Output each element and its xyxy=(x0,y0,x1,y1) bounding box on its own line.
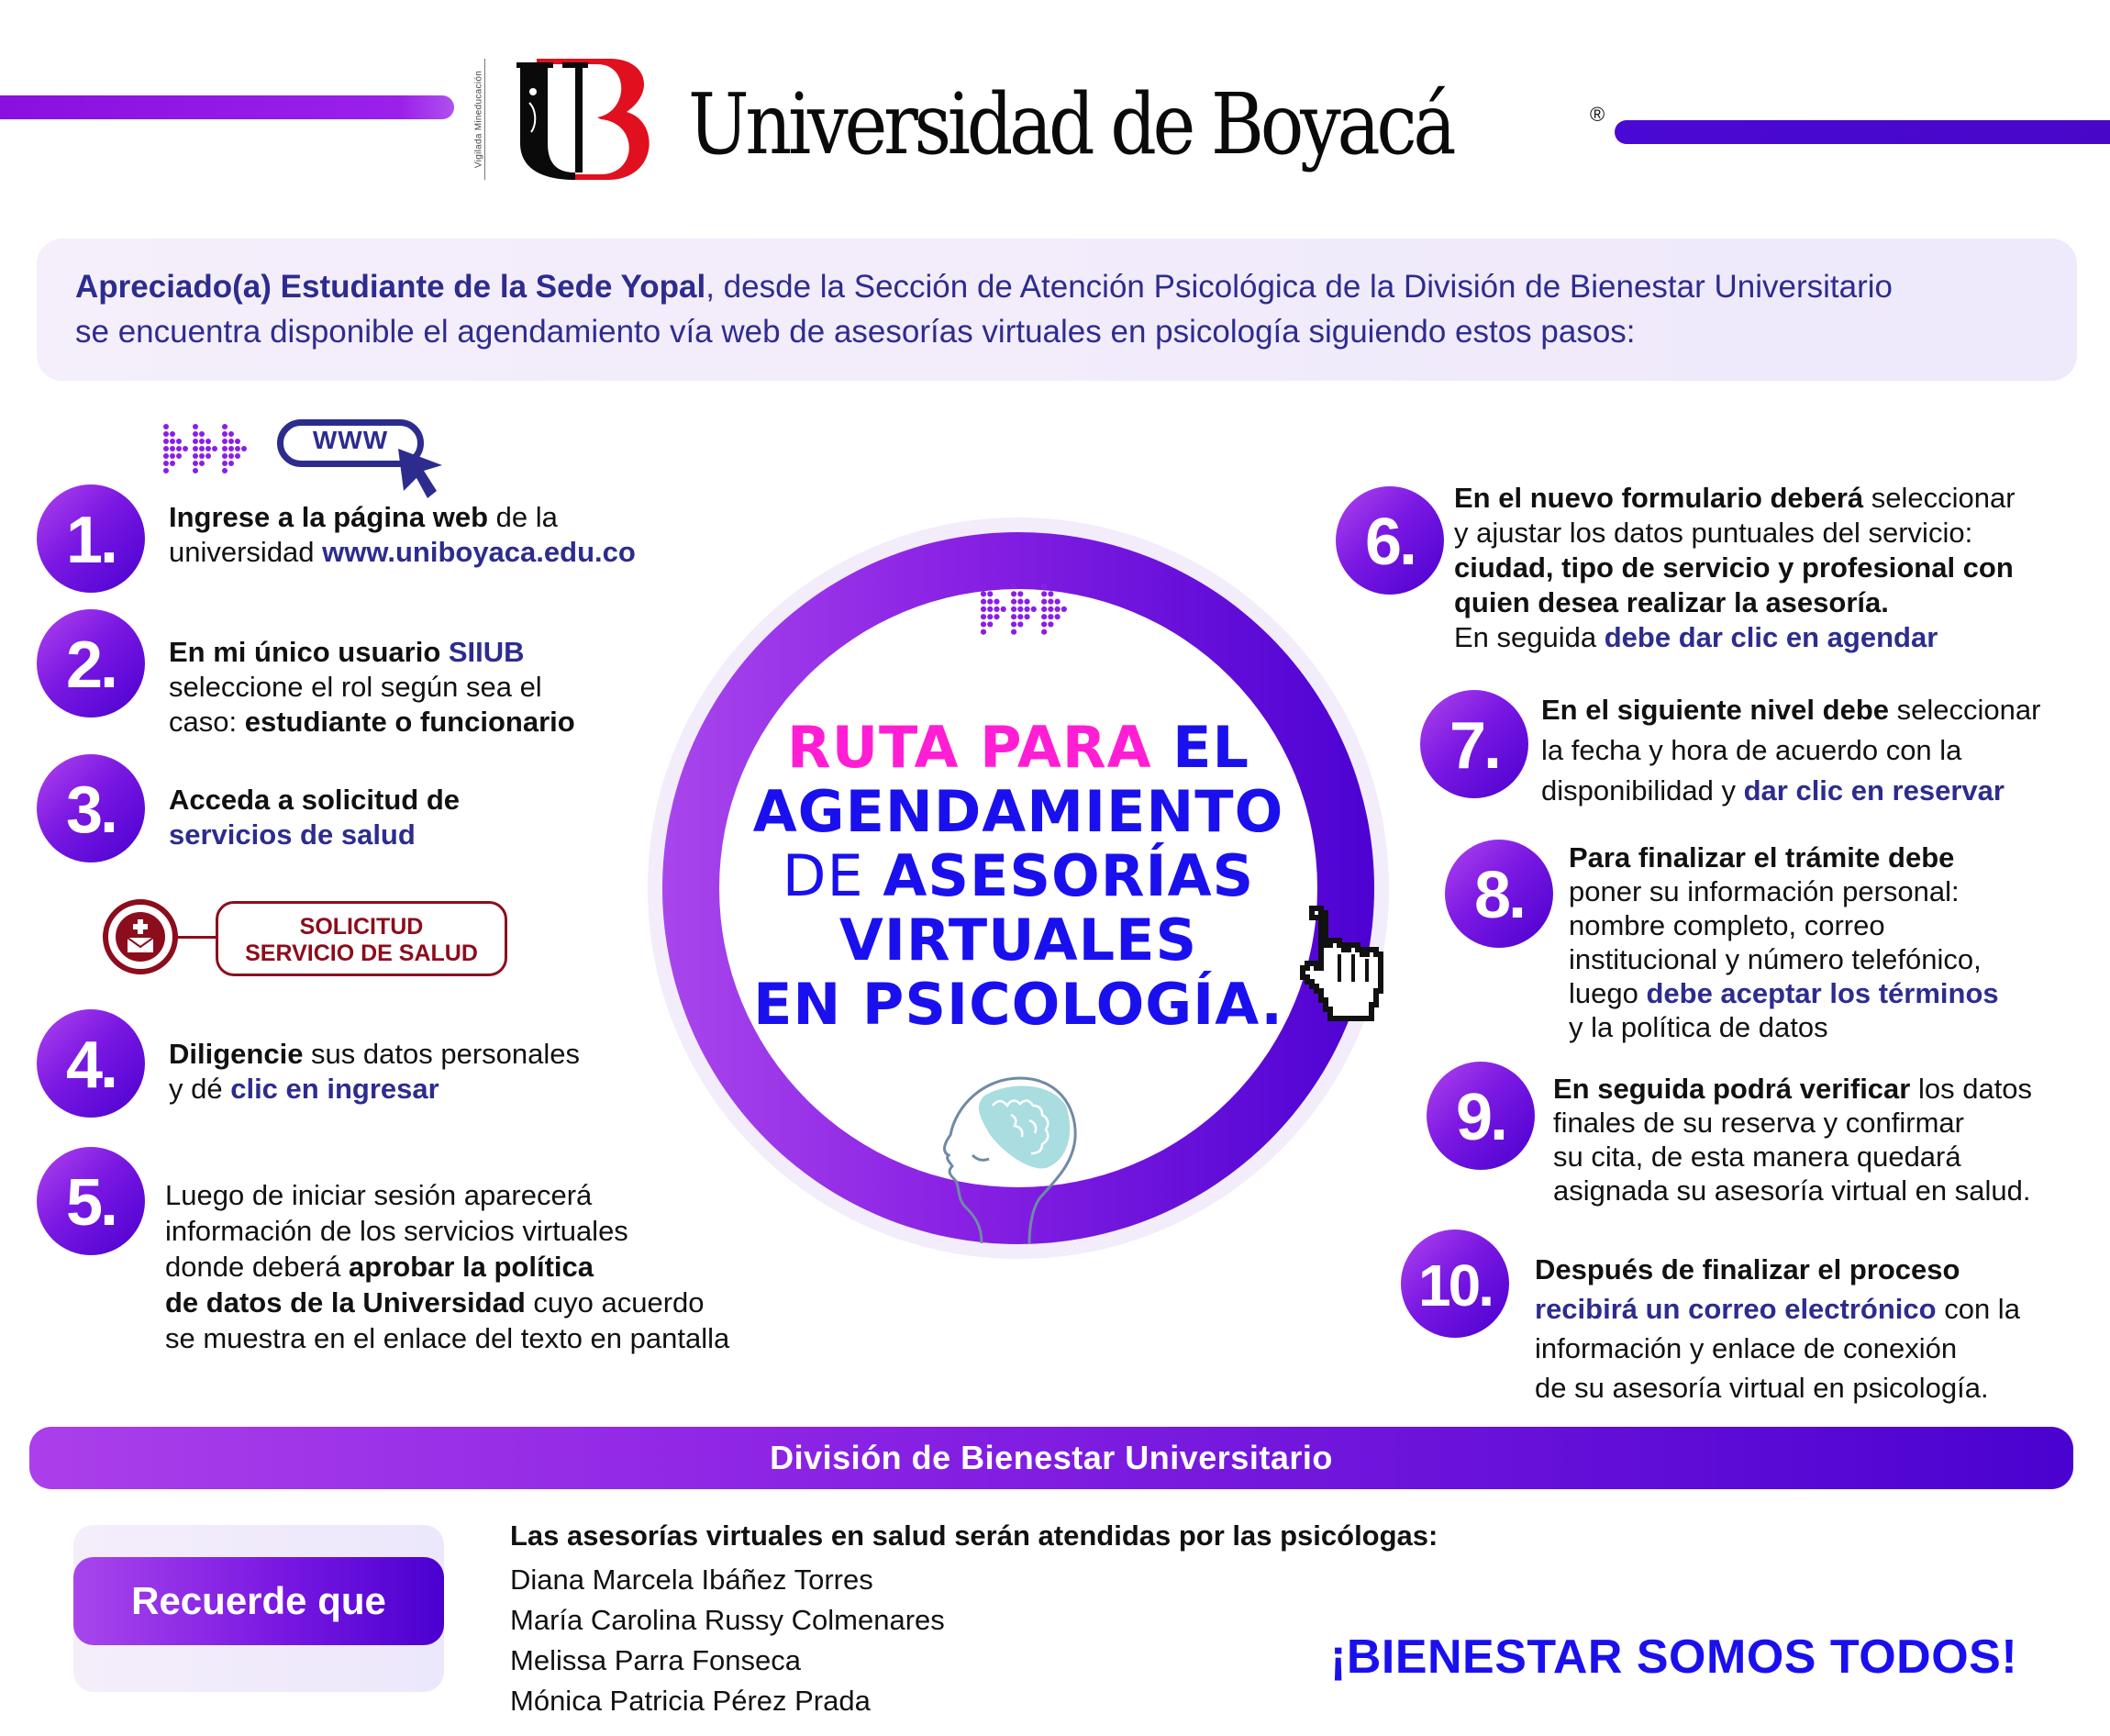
list-item: Melissa Parra Fonseca xyxy=(510,1644,802,1676)
step-text-segment: cuyo acuerdo xyxy=(525,1286,705,1319)
step-number-9: 9. xyxy=(1427,1062,1535,1170)
head-brain-icon xyxy=(938,1060,1084,1243)
registered-mark: ® xyxy=(1590,103,1605,126)
bold-text: Ingrese a la página web xyxy=(169,501,489,533)
step-text-segment: sus datos personales xyxy=(303,1038,581,1070)
step-7-text xyxy=(1541,690,2040,811)
bold-text: Acceda a solicitud de xyxy=(169,784,460,816)
step-text-segment: finales de su reserva y confirmar xyxy=(1553,1107,1964,1139)
bold-text: En seguida podrá verificar xyxy=(1553,1073,1911,1105)
highlight-text: debe dar clic en agendar xyxy=(1604,621,1938,653)
step-3-text xyxy=(169,783,460,852)
intro-box xyxy=(37,239,2077,381)
step-text-segment: de la xyxy=(488,501,558,533)
highlight-text: recibirá un correo electrónico xyxy=(1535,1293,1937,1325)
title-line-4: VIRTUALES xyxy=(838,907,1198,974)
step-text-segment: seleccionar xyxy=(1889,694,2041,726)
dotted-arrows-icon xyxy=(980,584,1072,640)
step-text-segment: seleccione el rol según sea el xyxy=(169,671,542,703)
intro-lead: Apreciado(a) Estudiante de la Sede Yopal xyxy=(75,269,706,305)
solicitud-label-1: SOLICITUD xyxy=(299,914,424,940)
slogan: ¡BIENESTAR SOMOS TODOS! xyxy=(1330,1630,2018,1684)
step-text-segment: En seguida xyxy=(1454,621,1605,653)
bold-text: aprobar la política xyxy=(348,1251,594,1283)
step-number-5: 5. xyxy=(37,1147,145,1255)
list-item: Diana Marcela Ibáñez Torres xyxy=(510,1564,873,1596)
highlight-text: www.uniboyaca.edu.co xyxy=(322,536,636,568)
bold-text: ciudad, tipo de servicio y profesional con xyxy=(1454,551,2014,584)
step-number-8: 8. xyxy=(1445,840,1553,948)
highlight-text: servicios de salud xyxy=(169,818,416,851)
step-text-segment: asignada su asesoría virtual en salud. xyxy=(1553,1174,2031,1207)
highlight-text: clic en ingresar xyxy=(230,1073,439,1105)
step-text-segment: caso: xyxy=(169,706,245,738)
mouse-pointer-icon xyxy=(396,447,451,504)
intro-text: , desde la Sección de Atención Psicológica de la División de Bienestar Universitario xyxy=(705,269,1893,305)
step-text-segment: institucional y número telefónico, xyxy=(1569,943,1982,975)
bold-text: En el nuevo formulario deberá xyxy=(1454,482,1864,514)
step-text-segment: y ajustar los datos puntuales del servicio: xyxy=(1454,517,1973,549)
step-text-segment: disponibilidad y xyxy=(1541,774,1744,807)
step-text-segment: con la xyxy=(1936,1293,2020,1325)
step-2-text xyxy=(169,635,575,740)
step-text-segment: Luego de iniciar sesión aparecerá xyxy=(165,1179,593,1211)
step-text-segment: donde deberá xyxy=(165,1251,349,1283)
step-text-segment: la fecha y hora de acuerdo con la xyxy=(1541,734,1962,766)
ub-monogram-icon xyxy=(509,55,656,184)
bold-text: quien desea realizar la asesoría. xyxy=(1454,586,1889,618)
bold-text: En el siguiente nivel debe xyxy=(1541,694,1889,726)
title-line-5: EN PSICOLOGÍA. xyxy=(753,971,1283,1038)
step-9-text xyxy=(1553,1072,2032,1207)
step-10-text xyxy=(1535,1250,2020,1408)
hand-pointer-icon xyxy=(1284,904,1404,1041)
bold-text: En mi único usuario xyxy=(169,636,449,668)
psychologists-list xyxy=(510,1560,945,1721)
step-number-6: 6. xyxy=(1336,486,1444,595)
step-text-segment: se muestra en el enlace del texto en pantalla xyxy=(165,1322,730,1354)
step-5-text xyxy=(165,1177,729,1356)
bold-text: Diligencie xyxy=(169,1038,304,1070)
step-number-1: 1. xyxy=(37,484,145,593)
center-title xyxy=(706,716,1330,1037)
brand-name: Universidad de Boyacá xyxy=(688,75,1453,173)
title-line-2: AGENDAMIENTO xyxy=(752,778,1284,845)
step-text-segment: y la política de datos xyxy=(1569,1011,1828,1043)
step-text-segment: poner su información personal: xyxy=(1569,875,1960,907)
step-number-2: 2. xyxy=(37,609,145,718)
bold-text: Después de finalizar el proceso xyxy=(1535,1253,1960,1285)
highlight-text: debe aceptar los términos xyxy=(1646,977,1999,1009)
bold-text: Para finalizar el trámite debe xyxy=(1569,841,1955,874)
connector-line xyxy=(178,936,217,939)
step-number-3: 3. xyxy=(37,754,145,862)
step-text-segment: nombre completo, correo xyxy=(1569,909,1885,941)
step-1-text xyxy=(169,500,636,570)
step-text-segment: su cita, de esta manera quedará xyxy=(1553,1141,1961,1173)
solicitud-servicio-salud-button[interactable] xyxy=(216,901,507,976)
www-icon: WWW xyxy=(277,419,424,467)
title-line-3a: DE xyxy=(782,842,883,909)
intro-line-1 xyxy=(75,264,2077,309)
title-line-1: EL xyxy=(1151,714,1250,781)
step-4-text xyxy=(169,1037,580,1107)
step-number-4: 4. xyxy=(37,1009,145,1118)
university-logo xyxy=(472,55,1610,193)
list-item: Mónica Patricia Pérez Prada xyxy=(510,1685,871,1717)
title-line-3b: ASESORÍAS xyxy=(883,842,1255,909)
step-number-7: 7. xyxy=(1420,690,1528,798)
medical-mail-icon xyxy=(116,912,165,962)
list-item: María Carolina Russy Colmenares xyxy=(510,1604,945,1636)
bold-text: de datos de la Universidad xyxy=(165,1286,526,1319)
highlight-text: SIIUB xyxy=(448,636,525,668)
health-request-icon xyxy=(103,899,178,974)
step-text-segment: información de los servicios virtuales xyxy=(165,1215,628,1247)
step-text-segment: de su asesoría virtual en psicología. xyxy=(1535,1372,1989,1404)
bold-text: estudiante o funcionario xyxy=(244,706,575,738)
dotted-arrows-icon xyxy=(163,424,250,479)
step-number-10: 10. xyxy=(1401,1230,1509,1338)
vigilada-label: Vigilada Mineducación xyxy=(472,59,485,180)
step-text-segment: seleccionar xyxy=(1863,482,2016,514)
step-text-segment: los datos xyxy=(1910,1073,2033,1105)
intro-line-2: se encuentra disponible el agendamiento vía web de asesorías virtuales en psicología siguiendo estos pasos: xyxy=(75,314,1636,350)
step-text-segment: universidad xyxy=(169,536,323,568)
psychologists-heading: Las asesorías virtuales en salud serán atendidas por las psicólogas: xyxy=(510,1519,1438,1552)
header-right-bar xyxy=(1615,120,2110,144)
solicitud-label-2: SERVICIO DE SALUD xyxy=(245,940,478,966)
header-left-bar xyxy=(0,95,454,119)
step-6-text xyxy=(1454,481,2016,655)
step-8-text xyxy=(1569,840,1999,1044)
step-text-segment: y dé xyxy=(169,1073,231,1105)
step-text-segment: información y enlace de conexión xyxy=(1535,1332,1958,1364)
bienestar-banner: División de Bienestar Universitario xyxy=(29,1427,2073,1489)
highlight-text: dar clic en reservar xyxy=(1743,774,2004,807)
recuerde-que-label: Recuerde que xyxy=(73,1557,444,1645)
title-highlight: RUTA PARA xyxy=(786,714,1152,781)
step-text-segment: luego xyxy=(1569,977,1647,1009)
